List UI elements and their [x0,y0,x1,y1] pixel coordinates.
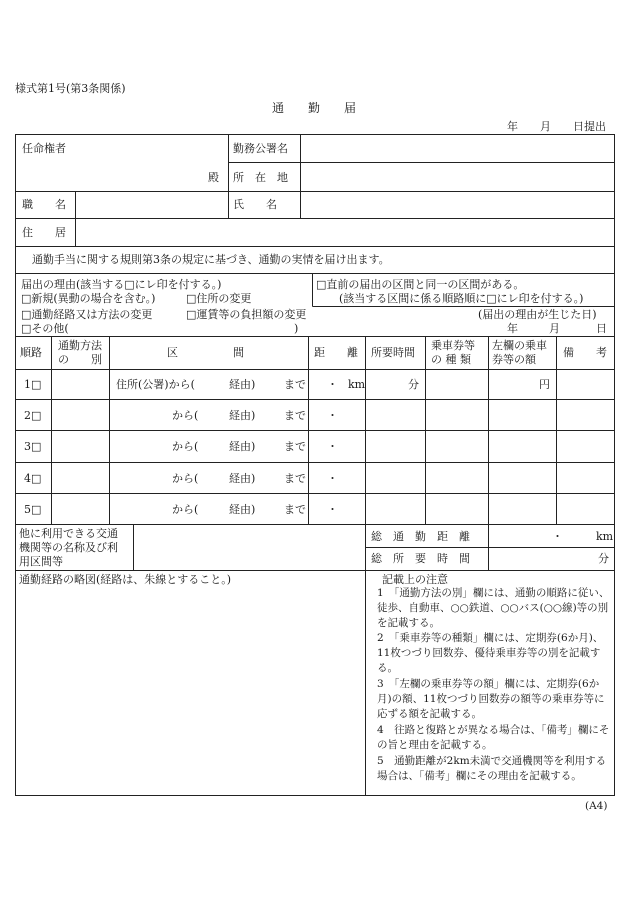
same-route-note: (該当する区間に係る順路順に□にレ印を付する。) [339,292,584,305]
route-map-area[interactable] [16,590,365,795]
office-name-field[interactable] [301,135,614,162]
other-transport-label-3: 用区間等 [19,555,63,568]
header-time: 所要時間 [371,346,415,359]
notes-heading: 記載上の注意 [382,573,448,586]
row-from: から( [172,472,199,485]
honorific-label: 殿 [208,171,219,184]
note-item: 5 通勤距離が2km未満で交通機関等を利用する場合は、「備考」欄にその理由を記載する。 [377,755,607,782]
row-distance-dot: ・ [327,378,338,391]
row-via: 経由) [229,409,256,422]
other-transport-field[interactable] [134,525,365,570]
reason-other-checkbox[interactable]: □その他( [21,322,69,335]
office-address-field[interactable] [301,163,614,191]
position-field[interactable] [76,192,228,218]
row-to: まで [284,378,306,391]
row-to: まで [284,440,306,453]
row-to: まで [284,409,306,422]
note-item: 2 「乗車券等の種類」欄には、定期券(6か月)、11枚つづり回数券、優待乗車券等の別を記載する。 [377,632,604,674]
row-to: まで [284,503,306,516]
other-transport-label-1: 他に利用できる交通 [19,527,118,540]
header-fare-1: 左欄の乗車 [492,339,547,352]
same-route-checkbox[interactable]: □直前の届出の区間と同一の区間がある。 [316,278,525,291]
row-number-checkbox[interactable]: 5□ [24,503,42,516]
residence-label: 住 居 [22,226,66,239]
reason-date-month: 月 [549,322,560,335]
row-distance-unit: km [348,378,366,391]
total-time-label: 総 所 要 時 間 [371,552,470,565]
row-from: から( [172,409,199,422]
reason-other-close: ) [294,322,299,335]
header-distance: 距 離 [314,346,358,359]
header-ticket-1: 乗車券等 [431,339,475,352]
row-via: 経由) [229,472,256,485]
other-transport-label-2: 機関等の名称及び利 [19,541,118,554]
total-time-unit: 分 [598,552,609,565]
header-section: 区 間 [167,346,244,359]
row-number-checkbox[interactable]: 1□ [24,378,42,391]
total-distance-label: 総 通 勤 距 離 [371,530,470,543]
reason-date-year: 年 [507,322,518,335]
row-number-checkbox[interactable]: 4□ [24,472,42,485]
header-ticket-2: の 種 類 [431,353,471,366]
reason-new-checkbox[interactable]: □新規(異動の場合を含む。) [21,292,156,305]
total-distance-unit: km [596,530,614,543]
header-remarks: 備 考 [563,346,607,359]
declaration-text: 通勤手当に関する規則第3条の規定に基づき、通勤の実情を届け出ます。 [32,253,390,266]
row-number-checkbox[interactable]: 3□ [24,440,42,453]
row-from: 住所(公署)から( [116,378,195,391]
address-label: 所 在 地 [233,171,288,184]
form-number: 様式第1号(第3条関係) [15,82,126,95]
header-method-1: 通勤方法 [58,339,102,352]
header-order: 順路 [20,346,42,359]
row-to: まで [284,472,306,485]
row-via: 経由) [229,440,256,453]
reason-address-checkbox[interactable]: □住所の変更 [186,292,252,305]
reason-date-label: (届出の理由が生じた日) [478,308,597,321]
total-distance-dot: ・ [552,530,563,543]
note-item: 3 「左欄の乗車券等の額」欄には、定期券(6か月)の額、11枚つづり回数券の額等の乗車券等に応ずる額を記載する。 [377,678,605,720]
form-title: 通 勤 届 [272,101,357,115]
submission-date: 年 月 日提出 [507,120,606,133]
row-via: 経由) [229,503,256,516]
row-number-checkbox[interactable]: 2□ [24,409,42,422]
residence-field[interactable] [76,219,614,246]
office-label: 勤務公署名 [233,142,288,155]
name-label: 氏 名 [233,198,277,211]
header-fare-2: 券等の額 [492,353,536,366]
row-via: 経由) [229,378,256,391]
note-item: 1 「通勤方法の別」欄には、通勤の順路に従い、徒歩、自動車、○○鉄道、○○バス(○○線)等の別を記載する。 [377,587,610,629]
row-from: から( [172,440,199,453]
route-map-label: 通勤経路の略図(経路は、朱線とすること。) [19,573,232,586]
row-distance-dot: ・ [327,472,338,485]
header-method-2: の 別 [58,353,102,366]
reason-heading: 届出の理由(該当する□にレ印を付する。) [21,278,222,291]
reason-fare-checkbox[interactable]: □運賃等の負担額の変更 [186,308,307,321]
appointer-label: 任命権者 [22,142,66,155]
reason-date-day: 日 [596,322,607,335]
note-item: 4 往路と復路とが異なる場合は、「備考」欄にその旨と理由を記載する。 [377,724,610,751]
row-distance-dot: ・ [327,440,338,453]
row-distance-dot: ・ [327,503,338,516]
row-from: から( [172,503,199,516]
row-fare-unit: 円 [539,378,550,391]
row-distance-dot: ・ [327,409,338,422]
row-time-unit: 分 [408,378,419,391]
reason-route-checkbox[interactable]: □通勤経路又は方法の変更 [21,308,153,321]
paper-size-label: (A4) [585,800,608,812]
name-field[interactable] [301,192,614,218]
position-label: 職 名 [22,198,66,211]
